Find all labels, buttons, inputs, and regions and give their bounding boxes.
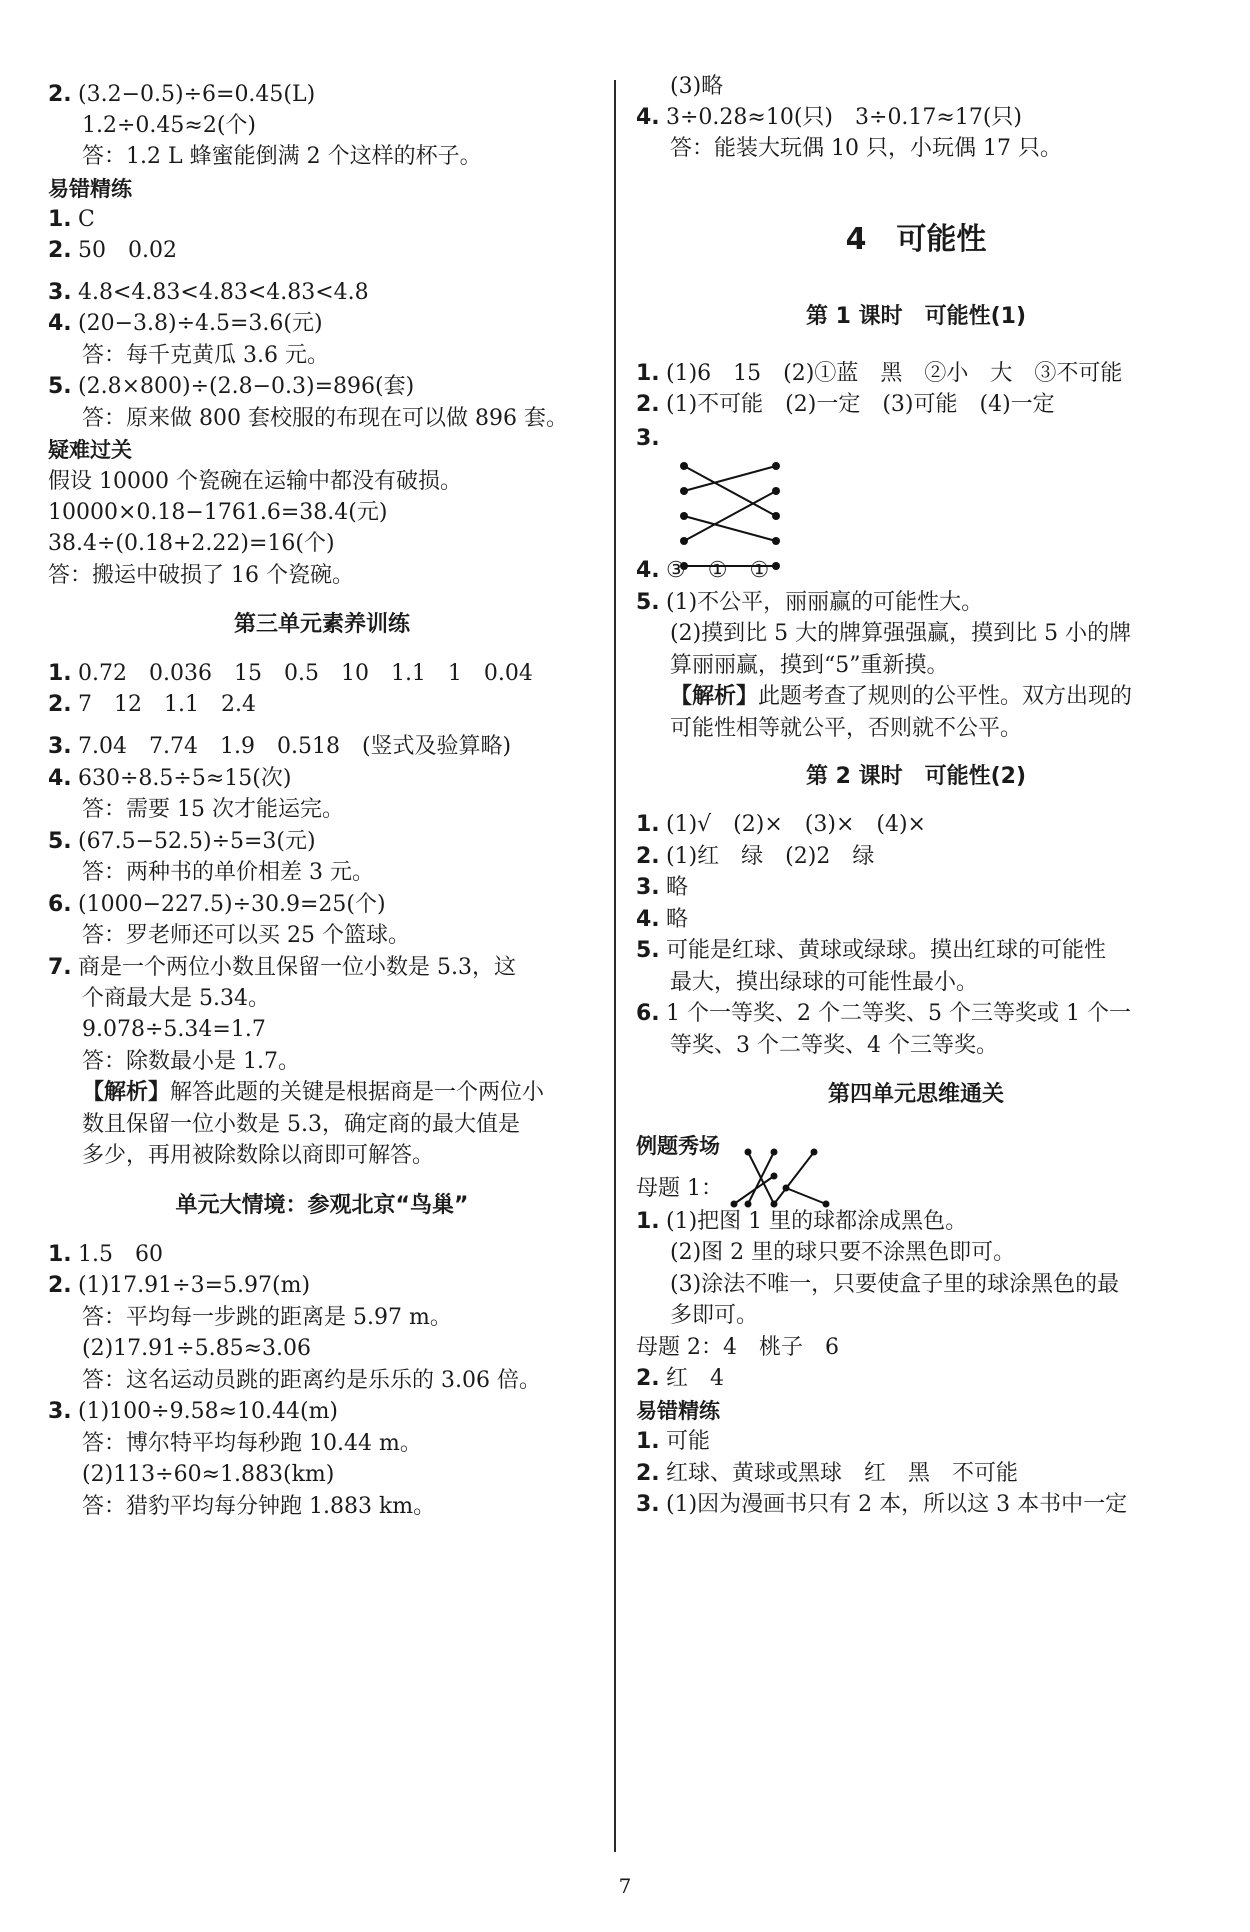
answer-line: 4. ③ ① ① (636, 558, 770, 583)
answer-line: 答：平均每一步跳的距离是 5.97 m。 (82, 1305, 452, 1330)
chapter-title: 4 可能性 (845, 222, 987, 257)
answer-line: 4. (20−3.8)÷4.5=3.6(元) (48, 311, 323, 336)
answer-line: 3. (1)因为漫画书只有 2 本，所以这 3 本书中一定 (636, 1492, 1128, 1517)
answer-line: 5. (2.8×800)÷(2.8−0.3)=896(套) (48, 374, 415, 399)
section-heading: 第四单元思维通关 (827, 1082, 1004, 1107)
answer-line: 2. 红球、黄球或黑球 红 黑 不可能 (636, 1461, 1019, 1486)
answer-line: 答：这名运动员跳的距离约是乐乐的 3.06 倍。 (82, 1368, 541, 1393)
answer-line: 4. 略 (636, 907, 689, 932)
column-divider (614, 80, 616, 1852)
answer-line: 个商最大是 5.34。 (82, 986, 270, 1011)
lesson-heading: 第 1 课时 可能性(1) (805, 304, 1027, 329)
answer-line: 答：需要 15 次才能运完。 (82, 797, 344, 822)
answer-line: 假设 10000 个瓷碗在运输中都没有破损。 (48, 469, 462, 494)
analysis-line: 多少，再用被除数除以商即可解答。 (82, 1143, 435, 1168)
answer-line: 答：罗老师还可以买 25 个篮球。 (82, 923, 410, 948)
answer-line: 2. (1)不可能 (2)一定 (3)可能 (4)一定 (636, 392, 1055, 417)
section-label: 易错精练 (636, 1399, 720, 1423)
answer-line: 1. 可能 (636, 1429, 711, 1454)
answer-line: 3. (636, 426, 660, 451)
answer-line: (2)图 2 里的球只要不涂黑色即可。 (670, 1240, 1016, 1265)
answer-line: 答：猎豹平均每分钟跑 1.883 km。 (82, 1494, 436, 1519)
answer-line: 答：1.2 L 蜂蜜能倒满 2 个这样的杯子。 (82, 144, 482, 169)
answer-line: 答：博尔特平均每秒跑 10.44 m。 (82, 1431, 422, 1456)
answer-line: 2. 7 12 1.1 2.4 (48, 692, 256, 717)
answer-line: 5. (67.5−52.5)÷5=3(元) (48, 829, 316, 854)
answer-line: 算丽丽赢，摸到“5”重新摸。 (670, 653, 949, 678)
answer-line: 1. 0.72 0.036 15 0.5 10 1.1 1 0.04 (48, 661, 533, 686)
answer-line: 答：每千克黄瓜 3.6 元。 (82, 343, 329, 368)
section-label: 易错精练 (48, 177, 132, 201)
answer-line: 5. (1)不公平，丽丽赢的可能性大。 (636, 590, 984, 615)
answer-line: 4. 630÷8.5÷5≈15(次) (48, 766, 292, 791)
answer-line: 1. (1)√ (2)× (3)× (4)× (636, 812, 926, 837)
answer-line: 答：两种书的单价相差 3 元。 (82, 860, 374, 885)
analysis-line: 【解析】解答此题的关键是根据商是一个两位小 (82, 1080, 545, 1105)
answer-line: 答：除数最小是 1.7。 (82, 1049, 300, 1074)
answer-line: 9.078÷5.34=1.7 (82, 1017, 266, 1042)
analysis-line: 可能性相等就公平，否则就不公平。 (670, 716, 1023, 741)
answer-line: 2. 红 4 (636, 1366, 724, 1391)
lesson-heading: 第 2 课时 可能性(2) (805, 764, 1027, 789)
answer-line: 1. (1)把图 1 里的球都涂成黑色。 (636, 1209, 968, 1234)
answer-line: 1. C (48, 207, 95, 232)
answer-line: 1. 1.5 60 (48, 1242, 163, 1267)
answer-line: 1.2÷0.45≈2(个) (82, 113, 257, 138)
answer-line: 答：搬运中破损了 16 个瓷碗。 (48, 563, 354, 588)
answer-line: 38.4÷(0.18+2.22)=16(个) (48, 531, 335, 556)
answer-line: 6. (1000−227.5)÷30.9=25(个) (48, 892, 386, 917)
answer-line: 10000×0.18−1761.6=38.4(元) (48, 500, 388, 525)
answer-line: 答：原来做 800 套校服的布现在可以做 896 套。 (82, 406, 568, 431)
answer-line: 母题 2：4 桃子 6 (636, 1335, 839, 1360)
answer-line: 答：能装大玩偶 10 只，小玩偶 17 只。 (670, 136, 1062, 161)
section-heading: 第三单元素养训练 (233, 612, 410, 637)
answer-line: (3)涂法不唯一，只要使盒子里的球涂黑色的最 (670, 1272, 1120, 1297)
analysis-line: 数且保留一位小数是 5.3，确定商的最大值是 (82, 1112, 520, 1137)
answer-line: 7. 商是一个两位小数且保留一位小数是 5.3，这 (48, 955, 516, 980)
answer-line: 多即可。 (670, 1303, 759, 1328)
answer-line: 2. (1)17.91÷3=5.97(m) (48, 1273, 311, 1298)
answer-line: (2)摸到比 5 大的牌算强强赢，摸到比 5 小的牌 (670, 621, 1132, 646)
section-heading: 单元大情境：参观北京“鸟巢” (175, 1193, 469, 1218)
answer-line: 最大，摸出绿球的可能性最小。 (670, 970, 979, 995)
answer-line: 2. (1)红 绿 (2)2 绿 (636, 844, 875, 869)
answer-line: 母题 1： (636, 1176, 723, 1201)
answer-line: (2)17.91÷5.85≈3.06 (82, 1336, 311, 1361)
answer-line: 5. 可能是红球、黄球或绿球。摸出红球的可能性 (636, 938, 1107, 963)
answer-line: 2. 50 0.02 (48, 238, 177, 263)
answer-line: 6. 1 个一等奖、2 个二等奖、5 个三等奖或 1 个一 (636, 1001, 1131, 1026)
answer-line: 3. (1)100÷9.58≈10.44(m) (48, 1399, 339, 1424)
answer-line: (3)略 (670, 74, 724, 99)
answer-line: (2)113÷60≈1.883(km) (82, 1462, 335, 1487)
answer-line: 4. 3÷0.28≈10(只) 3÷0.17≈17(只) (636, 105, 1023, 130)
page-number: 7 (618, 1874, 632, 1898)
answer-line: 2. (3.2−0.5)÷6=0.45(L) (48, 82, 316, 107)
answer-line: 3. 略 (636, 875, 689, 900)
section-label: 例题秀场 (636, 1134, 720, 1158)
section-label: 疑难过关 (48, 438, 132, 462)
answer-line: 3. 4.8<4.83<4.83<4.83<4.8 (48, 280, 369, 305)
answer-line: 等奖、3 个二等奖、4 个三等奖。 (670, 1033, 998, 1058)
analysis-line: 【解析】此题考查了规则的公平性。双方出现的 (670, 684, 1133, 709)
answer-line: 1. (1)6 15 (2)①蓝 黑 ②小 大 ③不可能 (636, 361, 1123, 386)
answer-line: 3. 7.04 7.74 1.9 0.518 (竖式及验算略) (48, 734, 512, 759)
